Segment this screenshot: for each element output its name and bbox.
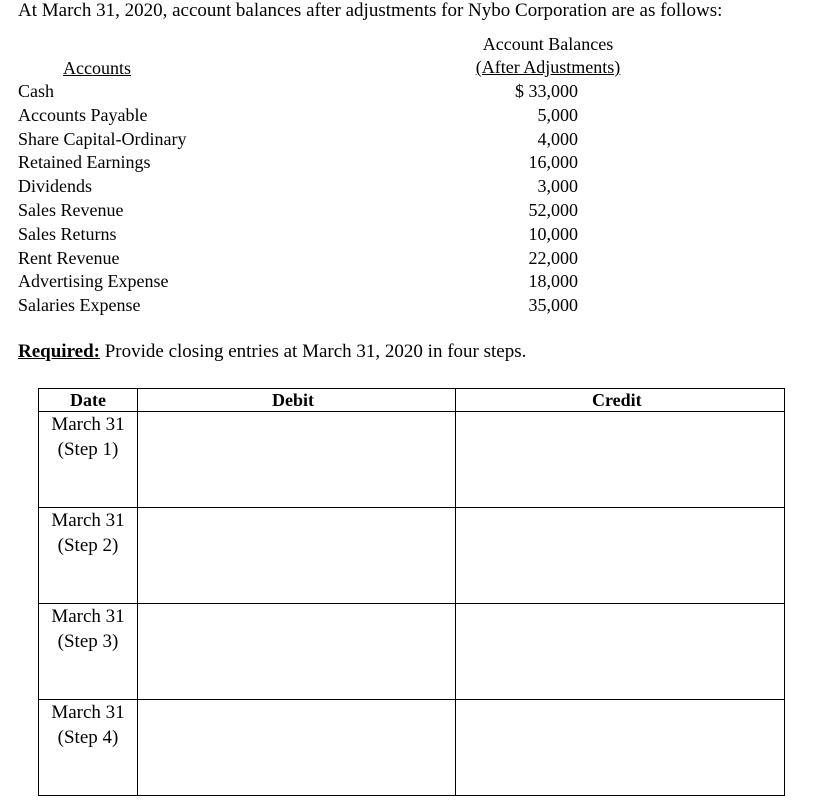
table-row bbox=[39, 604, 785, 700]
account-amount: 35,000 bbox=[528, 295, 578, 316]
table-row bbox=[39, 700, 785, 796]
account-row bbox=[18, 151, 578, 175]
date-column-header: Date bbox=[39, 389, 138, 412]
account-amount: 16,000 bbox=[528, 152, 578, 173]
account-row bbox=[18, 80, 578, 104]
balances-header-line1: Account Balances bbox=[482, 34, 614, 54]
credit-header-label: Credit bbox=[592, 390, 642, 410]
table-row bbox=[39, 508, 785, 604]
entry-date: March 31 bbox=[51, 414, 125, 435]
debit-cell[interactable] bbox=[138, 508, 456, 604]
account-row bbox=[18, 223, 578, 247]
account-amount: 10,000 bbox=[528, 223, 578, 244]
debit-column-header bbox=[138, 389, 456, 412]
required-instruction bbox=[18, 340, 526, 364]
date-cell bbox=[39, 412, 138, 508]
account-name: Accounts Payable bbox=[18, 104, 148, 125]
table-header-row bbox=[39, 389, 785, 412]
problem-intro: At March 31, 2020, account balances after adjustments for Nybo Corporation are as follows: bbox=[18, 0, 723, 21]
account-name: Sales Returns bbox=[18, 223, 117, 244]
account-name: Advertising Expense bbox=[18, 271, 169, 292]
credit-cell[interactable] bbox=[456, 700, 785, 796]
account-row bbox=[18, 247, 578, 271]
account-name: Sales Revenue bbox=[18, 199, 124, 220]
entry-date: March 31 bbox=[51, 702, 125, 723]
balances-header-line2: (After Adjustments) bbox=[475, 57, 621, 77]
entry-step: (Step 4) bbox=[57, 727, 119, 748]
account-name: Cash bbox=[18, 81, 54, 101]
account-amount: $ 33,000 bbox=[515, 81, 578, 101]
accounts-column-header: Accounts bbox=[63, 58, 131, 78]
entry-date: March 31 bbox=[51, 510, 125, 531]
account-row bbox=[18, 128, 578, 152]
debit-header-label: Debit bbox=[272, 390, 314, 410]
debit-cell[interactable] bbox=[138, 604, 456, 700]
account-amount: 18,000 bbox=[528, 271, 578, 292]
entry-step: (Step 1) bbox=[57, 439, 119, 460]
entry-step: (Step 2) bbox=[57, 535, 119, 556]
account-amount: 3,000 bbox=[537, 176, 578, 197]
account-row bbox=[18, 175, 578, 199]
date-cell bbox=[39, 508, 138, 604]
account-name: Dividends bbox=[18, 176, 92, 197]
credit-cell[interactable] bbox=[456, 508, 785, 604]
account-name: Retained Earnings bbox=[18, 152, 151, 173]
account-name: Rent Revenue bbox=[18, 247, 120, 268]
table-row bbox=[39, 412, 785, 508]
debit-cell[interactable] bbox=[138, 412, 456, 508]
account-row bbox=[18, 294, 578, 318]
balances-column-header bbox=[458, 33, 638, 79]
debit-cell[interactable] bbox=[138, 700, 456, 796]
account-name: Salaries Expense bbox=[18, 295, 141, 316]
closing-entries-table bbox=[38, 388, 785, 796]
date-cell bbox=[39, 604, 138, 700]
credit-cell[interactable] bbox=[456, 412, 785, 508]
entry-step: (Step 3) bbox=[57, 631, 119, 652]
required-label: Required: bbox=[18, 341, 100, 362]
date-cell bbox=[39, 700, 138, 796]
account-balances-list bbox=[18, 80, 578, 318]
account-amount: 22,000 bbox=[528, 247, 578, 268]
account-row bbox=[18, 270, 578, 294]
account-row bbox=[18, 199, 578, 223]
required-text: Provide closing entries at March 31, 2020 in four steps. bbox=[99, 341, 527, 362]
account-row bbox=[18, 104, 578, 128]
account-amount: 52,000 bbox=[528, 199, 578, 220]
account-amount: 5,000 bbox=[537, 104, 578, 125]
account-name: Share Capital-Ordinary bbox=[18, 128, 187, 149]
entry-date: March 31 bbox=[51, 606, 125, 627]
credit-cell[interactable] bbox=[456, 604, 785, 700]
account-amount: 4,000 bbox=[537, 128, 578, 149]
credit-column-header bbox=[456, 389, 785, 412]
